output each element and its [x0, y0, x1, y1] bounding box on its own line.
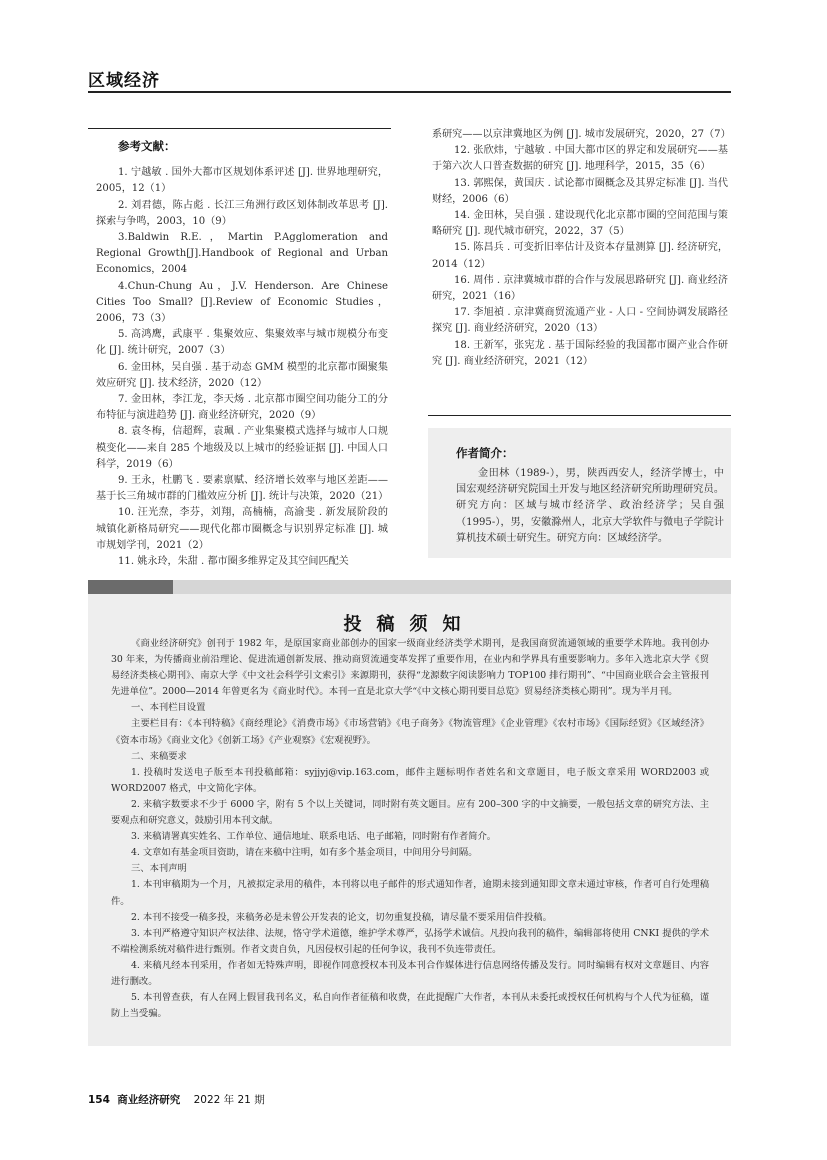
references-heading: 参考文献：: [118, 139, 176, 153]
notice-body: [111, 636, 709, 1022]
notice-paragraph: 2. 本刊不接受一稿多投，来稿务必是未曾公开发表的论文，切勿重复投稿，请尽量不要采用信件投稿。: [131, 911, 552, 923]
notice-paragraph: 《商业经济研究》创刊于 1982 年，是原国家商业部创办的国家一级商业经济类学术期刊，是我国商贸流通领域的重要学术阵地。我刊创办 30 年来，为传播商业前沿理论、促进流通创新发展、推动商贸流通变革发挥了重要作用，在业内和学界具有重要影响力。多年入选北京大学《贸易经济类核心期刊》、南京大学《中文社会科学引文索引》来源期刊，获得“龙源数字阅读影响力 TOP100 排行期刊”、“中国商业联合会主管报刊先进单位”。2000—2014 年曾更名为《商业时代》。本刊一直是北京大学“《中文核心期刊要目总览》贸易经济类核心期刊”。现为半月刊。: [111, 638, 709, 698]
reference-item: 11. 姚永玲，朱甜 . 都市圈多维界定及其空间匹配关: [118, 556, 349, 568]
author-profile-heading: 作者简介：: [456, 446, 514, 460]
notice-header-bar: [88, 580, 731, 594]
notice-paragraph: 3. 来稿请署真实姓名、工作单位、通信地址、联系电话、电子邮箱，同时附有作者简介。: [131, 831, 497, 843]
reference-item: 3.Baldwin R.E.，Martin P.Agglomeration and Regional Growth[J].Handbook of Regional and Urban Economics，2004: [96, 232, 388, 276]
reference-item: 8. 袁冬梅，信超辉，袁珮 . 产业集聚模式选择与城市人口规模变化——来自 285 个地级及以上城市的经验证据 [J]. 中国人口科学，2019（6）: [96, 426, 388, 470]
references-left-column: [96, 138, 388, 570]
issue-label: 2022 年 21 期: [193, 1094, 265, 1106]
notice-header-accent: [88, 580, 173, 594]
reference-item-continued: 系研究——以京津冀地区为例 [J]. 城市发展研究，2020，27（7）: [432, 129, 731, 140]
references-right-column: [432, 127, 731, 370]
page-number: 154: [88, 1094, 110, 1106]
submission-notice-box: [88, 594, 731, 1046]
notice-paragraph: 4. 文章如有基金项目资助，请在来稿中注明，如有多个基金项目，中间用分号间隔。: [131, 847, 478, 859]
reference-item: 17. 李旭禎 . 京津冀商贸流通产业 - 人口 - 空间协调发展路径探究 [J]. 商业经济研究，2020（13）: [432, 307, 728, 335]
header-rule: [88, 91, 731, 93]
notice-paragraph: 3. 本刊严格遵守知识产权法律、法规，恪守学术道德，维护学术尊严，弘扬学术诚信。凡投向我刊的稿件，编辑部将使用 CNKI 提供的学术不端检测系统对稿件进行甄别。作者文责自负，凡因侵权引起的任何争议，我刊不负连带责任。: [111, 927, 709, 955]
reference-item: 12. 张欣炜，宁越敏 . 中国大都市区的界定和发展研究——基于第六次人口普查数据的研究 [J]. 地理科学，2015，35（6）: [432, 145, 728, 173]
reference-item: 6. 金田林，吴自强 . 基于动态 GMM 模型的北京都市圈聚集效应研究 [J]. 技术经济，2020（12）: [96, 361, 388, 389]
page-footer: [88, 1092, 265, 1107]
notice-paragraph: 1. 本刊审稿期为一个月，凡被拟定录用的稿件，本刊将以电子邮件的形式通知作者，逾期未接到通知即文章未通过审核，作者可自行处理稿件。: [111, 879, 709, 907]
reference-item: 5. 高鸿鹰，武康平 . 集聚效应、集聚效率与城市规模分布变化 [J]. 统计研究，2007（3）: [96, 329, 388, 357]
author-profile-text: 金田林（1989-），男，陕西西安人，经济学博士，中国宏观经济研究院国土开发与地区经济研究所助理研究员。研究方向：区域与城市经济学、政治经济学；吴自强（1995-），男，安徽滁州人，北京大学软件与微电子学院计算机技术硕士研究生。研究方向：区域经济学。: [456, 468, 724, 544]
reference-item: 1. 宁越敏 . 国外大都市区规划体系评述 [J]. 世界地理研究，2005，12（1）: [96, 167, 388, 195]
notice-subheading: 一、本刊栏目设置: [131, 702, 206, 714]
right-column-bottom-rule: [428, 415, 731, 416]
reference-item: 7. 金田林，李江龙，李天炀 . 北京都市圈空间功能分工的分布特征与演进趋势 [J]. 商业经济研究，2020（9）: [96, 394, 388, 422]
notice-paragraph: 2. 来稿字数要求不少于 6000 字，附有 5 个以上关键词，同时附有英文题目。应有 200–300 字的中文摘要，一般包括文章的研究方法、主要观点和研究意义，鼓励引用本刊文献。: [111, 798, 709, 827]
reference-item: 16. 周伟 . 京津冀城市群的合作与发展思路研究 [J]. 商业经济研究，2021（16）: [432, 274, 728, 303]
reference-item: 9. 王永，杜鹏飞 . 要素禀赋、经济增长效率与地区差距——基于长三角城市群的门槛效应分析 [J]. 统计与决策，2020（21）: [96, 475, 389, 503]
reference-item: 18. 王新军，张宪龙 . 基于国际经验的我国都市圈产业合作研究 [J]. 商业经济研究，2021（12）: [432, 339, 728, 367]
notice-paragraph: 1. 投稿时发送电子版至本刊投稿邮箱：syjjyj@vip.163.com，邮件主题标明作者姓名和文章题目，电子版文章采用 WORD2003 或 WORD2007 格式，中文简化字体。: [111, 766, 709, 794]
reference-item: 4.Chun-Chung Au，J.V. Henderson. Are Chinese Cities Too Small? [J].Review of Economic Studies，2006，73（3）: [96, 280, 388, 325]
notice-subheading: 二、来稿要求: [131, 750, 187, 762]
reference-item: 14. 金田林，吴自强 . 建设现代化北京都市圈的空间范围与策略研究 [J]. 现代城市研究，2022，37（5）: [432, 210, 728, 238]
reference-item: 13. 郭熙保，黄国庆 . 试论都市圈概念及其界定标准 [J]. 当代财经，2006（6）: [432, 177, 728, 205]
notice-paragraph: 4. 来稿凡经本刊采用，作者如无特殊声明，即视作同意授权本刊及本刊合作媒体进行信息网络传播及发行。同时编辑有权对文章题目、内容进行删改。: [111, 959, 709, 987]
journal-name: 商业经济研究: [117, 1094, 181, 1106]
notice-paragraph: 5. 本刊曾查获，有人在网上假冒我刊名义，私自向作者征稿和收费，在此提醒广大作者，本刊从未委托或授权任何机构与个人代为征稿，谨防上当受骗。: [111, 992, 709, 1020]
notice-paragraph: 主要栏目有：《本刊特稿》《商经理论》《消费市场》《市场营销》《电子商务》《物流管理》《企业管理》《农村市场》《国际经贸》《区域经济》《资本市场》《商业文化》《创新工场》《产业观察》《宏观视野》。: [111, 718, 709, 746]
author-profile-box: [428, 428, 731, 558]
reference-item: 15. 陈昌兵 . 可变折旧率估计及资本存量测算 [J]. 经济研究，2014（12）: [432, 242, 728, 270]
notice-subheading: 三、本刊声明: [131, 863, 187, 875]
notice-title: 投稿须知: [343, 614, 476, 635]
section-title: 区域经济: [88, 71, 160, 91]
left-column-top-rule: [88, 128, 391, 129]
reference-item: 2. 刘君德，陈占彪 . 长江三角洲行政区划体制改革思考 [J]. 探索与争鸣，2003，10（9）: [96, 199, 388, 227]
reference-item: 10. 汪光焘，李芬，刘翔，高楠楠，高渝斐 . 新发展阶段的城镇化新格局研究——现代化都市圈概念与识别界定标准 [J]. 城市规划学刊，2021（2）: [96, 507, 388, 551]
